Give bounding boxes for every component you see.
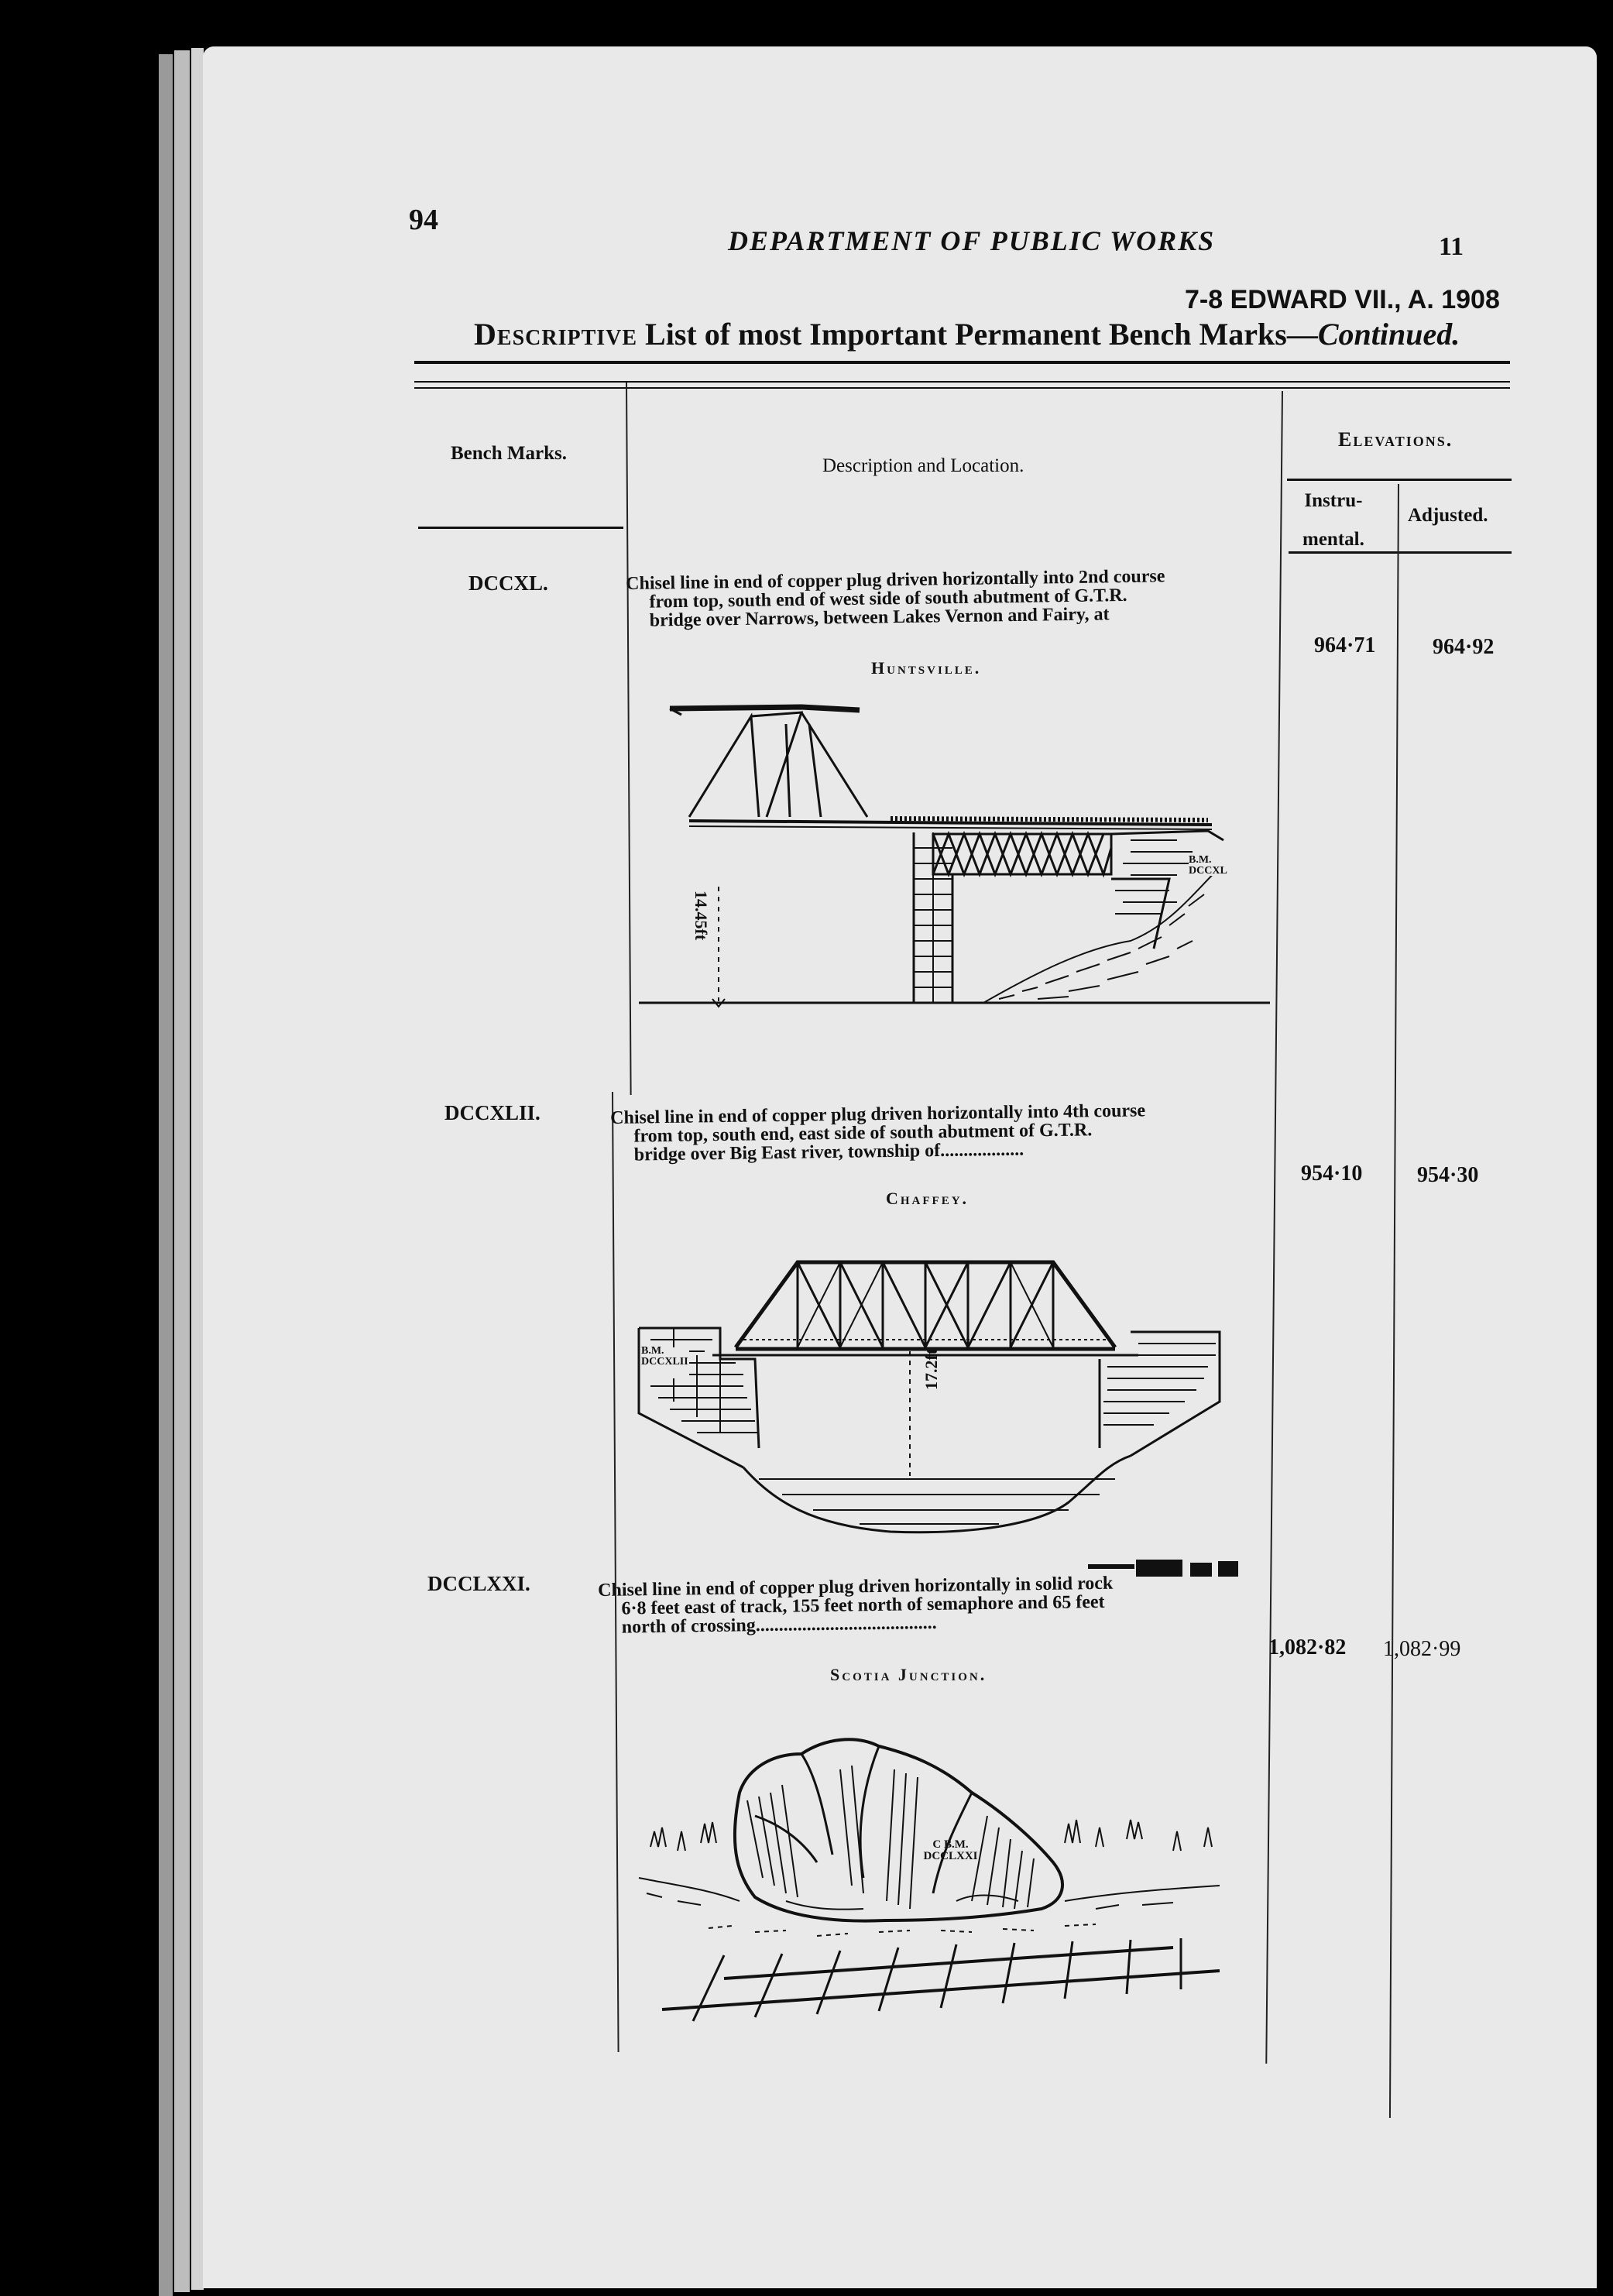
col-adjusted: Adjusted. [1408, 505, 1488, 526]
bridge-diagram-huntsville [635, 693, 1270, 1018]
col-elevations: Elevations. [1338, 428, 1453, 451]
list-title-rest: List of most Important Permanent Bench Marks— [645, 317, 1318, 352]
instrumental-elevation: 1,082·82 [1268, 1635, 1347, 1659]
list-title-lead: Descriptive [474, 317, 638, 352]
adjusted-elevation: 954·30 [1417, 1163, 1479, 1187]
list-title-continued: Continued. [1317, 317, 1460, 352]
boulder-diagram-scotia [631, 1723, 1251, 2025]
benchmark-plate: B.M. DCCXLII [641, 1345, 688, 1368]
page-stack-edge [159, 54, 173, 2296]
height-dimension: 14.45ft [692, 891, 711, 941]
col-instrumental: Instru- mental. [1302, 490, 1364, 550]
session-label: 7-8 EDWARD VII., A. 1908 [1185, 285, 1500, 314]
page-stack-edge [174, 50, 190, 2292]
bench-mark-id: DCCLXXI. [427, 1572, 530, 1595]
paper-number: 11 [1439, 232, 1464, 261]
elevations-rule [1287, 479, 1512, 481]
instrumental-elevation: 964·71 [1314, 633, 1376, 657]
location-name: Chaffey. [886, 1189, 970, 1208]
instrumental-elevation: 954·10 [1301, 1162, 1363, 1186]
height-dimension: 17.2ft [921, 1348, 941, 1390]
benchmark-plate: C B.M. DCCLXXI [923, 1838, 978, 1862]
header-rule-bottom [414, 387, 1510, 389]
col-header-rule [418, 527, 623, 529]
bench-mark-id: DCCXLII. [444, 1101, 541, 1124]
list-title [474, 316, 1460, 352]
page-number: 94 [409, 204, 438, 236]
bench-mark-id: DCCXL. [468, 571, 548, 595]
col-description: Description and Location. [822, 455, 1024, 476]
bench-mark-description: Chisel line in end of copper plug driven horizontally into 2nd course from top, south end of west side of south abutment of G.T.R. bridge over Narrows, between Lakes Vernon and Fairy, at [625, 566, 1165, 631]
adjusted-elevation: 964·92 [1433, 635, 1495, 659]
location-name: Scotia Junction. [830, 1665, 987, 1684]
page-stack-edge [191, 48, 204, 2290]
col-bench-marks: Bench Marks. [451, 443, 567, 464]
bench-mark-description: Chisel line in end of copper plug driven horizontally in solid rock 6·8 feet east of track, 155 feet north of semaphore and 65 feet north of crossing....................................... [597, 1573, 1114, 1638]
adjusted-elevation: 1,082·99 [1383, 1637, 1461, 1661]
benchmark-plate: B.M. DCCXL [1189, 854, 1227, 877]
col-header-rule [1289, 551, 1512, 554]
location-name: Huntsville. [871, 658, 982, 678]
bench-mark-description: Chisel line in end of copper plug driven horizontally into 4th course from top, south end, east side of south abutment of G.T.R. bridge over Big East river, township of.................. [609, 1100, 1146, 1165]
header-rule-bottom [414, 381, 1510, 383]
header-rule-top [414, 361, 1510, 364]
department-title: DEPARTMENT OF PUBLIC WORKS [728, 225, 1216, 256]
bridge-diagram-chaffey [635, 1247, 1239, 1541]
